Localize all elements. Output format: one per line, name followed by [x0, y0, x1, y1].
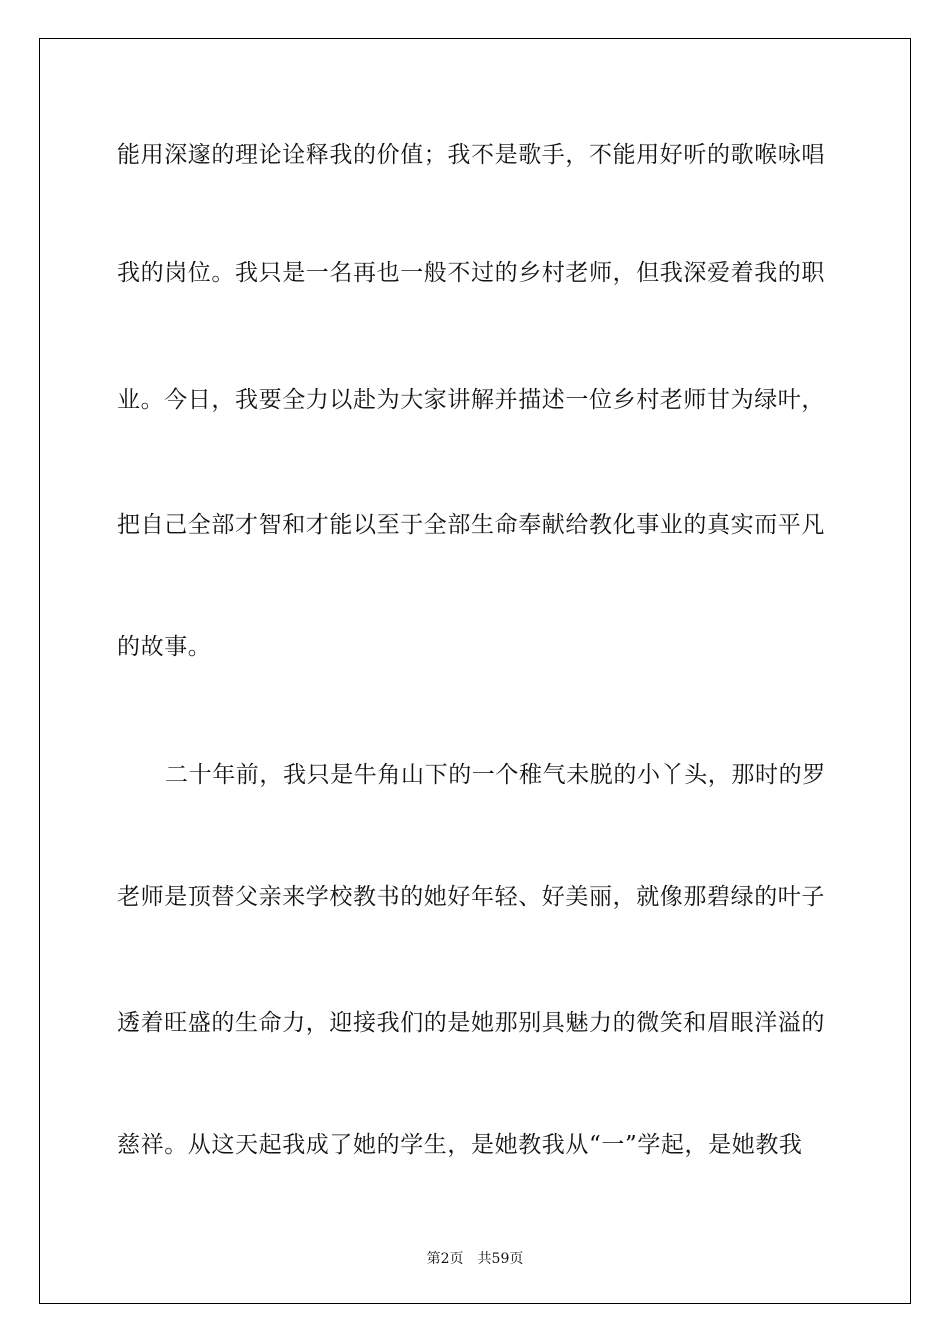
page-border: [39, 38, 911, 1304]
body-text-line: 慈祥。从这天起我成了她的学生，是她教我从“一”学起，是她教我: [117, 1132, 803, 1158]
page-footer: [0, 1248, 950, 1268]
body-text-line: 透着旺盛的生命力，迎接我们的是她那别具魅力的微笑和眉眼洋溢的: [117, 1010, 825, 1036]
body-text-line: 我的岗位。我只是一名再也一般不过的乡村老师，但我深爱着我的职: [117, 260, 825, 286]
page-number-current: 第2页: [426, 1251, 464, 1267]
body-text-line: 能用深邃的理论诠释我的价值；我不是歌手，不能用好听的歌喉咏唱: [117, 142, 825, 168]
body-text-line: 老师是顶替父亲来学校教书的她好年轻、好美丽，就像那碧绿的叶子: [117, 884, 825, 910]
paragraph-first-line: 二十年前，我只是牛角山下的一个稚气未脱的小丫头，那时的罗: [165, 762, 826, 788]
body-text-line: 把自己全部才智和才能以至于全部生命奉献给教化事业的真实而平凡: [117, 512, 825, 538]
body-text-line: 业。今日，我要全力以赴为大家讲解并描述一位乡村老师甘为绿叶，: [117, 387, 825, 413]
page-number-total: 共59页: [477, 1251, 524, 1267]
body-text-line: 的故事。: [117, 634, 212, 660]
